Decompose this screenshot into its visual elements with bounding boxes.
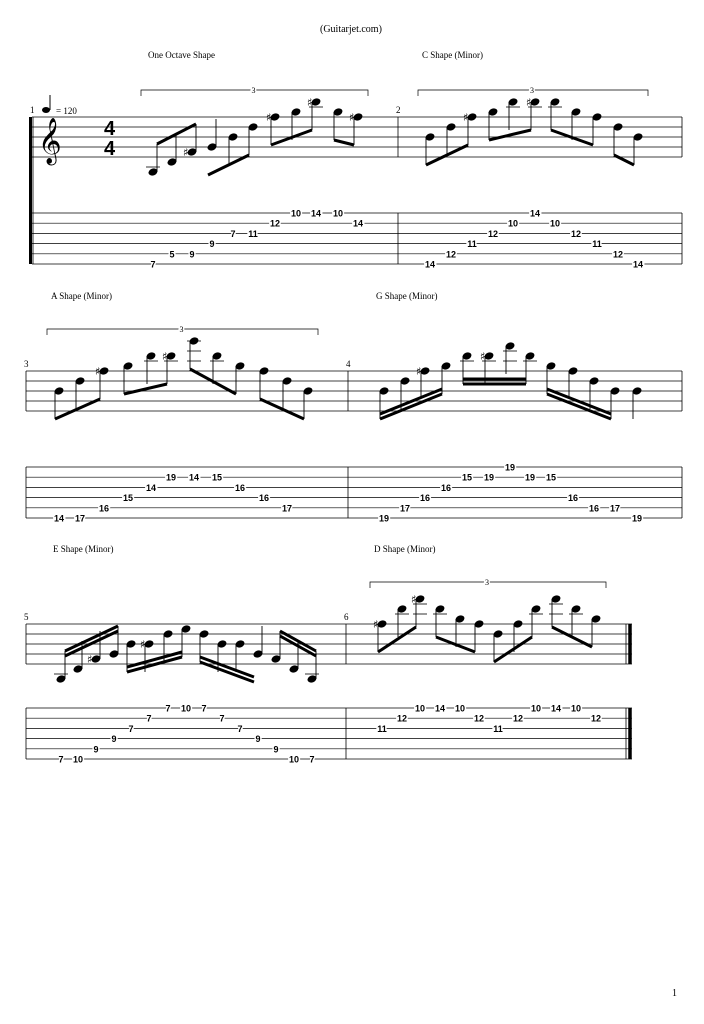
system-3 <box>26 582 632 759</box>
tab-fret-number: 9 <box>209 239 215 250</box>
tab-fret-number: 10 <box>288 754 300 765</box>
beam <box>271 130 312 145</box>
tab-fret-number: 16 <box>234 482 246 493</box>
section-label: C Shape (Minor) <box>422 50 483 60</box>
sharp-icon: ♯ <box>87 653 93 666</box>
tab-fret-number: 16 <box>588 503 600 514</box>
tab-fret-number: 7 <box>219 713 225 724</box>
tab-fret-number: 11 <box>493 723 503 734</box>
tab-fret-number: 7 <box>150 259 156 270</box>
tab-fret-number: 19 <box>483 472 495 483</box>
tab-fret-number: 10 <box>290 208 302 219</box>
measure-1 <box>141 90 368 177</box>
measure-number: 2 <box>396 105 401 115</box>
beam <box>200 662 254 682</box>
sharp-icon: ♯ <box>349 111 355 124</box>
beam <box>208 155 249 175</box>
system-2 <box>26 329 682 518</box>
tab-fret-number: 10 <box>72 754 84 765</box>
beam <box>55 399 100 419</box>
tab-fret-number: 7 <box>309 754 315 765</box>
tab-fret-number: 10 <box>507 218 519 229</box>
tab-fret-number: 10 <box>414 703 426 714</box>
tab-fret-number: 7 <box>230 228 236 239</box>
tab-fret-number: 14 <box>632 259 644 270</box>
beam <box>489 130 531 140</box>
sharp-icon: ♯ <box>307 96 313 109</box>
sharp-icon: ♯ <box>480 350 486 363</box>
tab-fret-number: 10 <box>180 703 192 714</box>
tab-fret-number: 12 <box>473 713 485 724</box>
measure-2 <box>418 90 648 165</box>
beam <box>334 140 354 145</box>
section-label: One Octave Shape <box>148 50 215 60</box>
tab-fret-number: 14 <box>550 703 562 714</box>
section-label: A Shape (Minor) <box>51 291 112 301</box>
measure-6 <box>370 582 606 662</box>
system-bracket <box>29 117 32 264</box>
triplet-number: 3 <box>179 325 184 334</box>
sharp-icon: ♯ <box>95 365 101 378</box>
tab-fret-number: 19 <box>378 513 390 524</box>
measure-number: 1 <box>30 105 35 115</box>
treble-clef-icon: 𝄞 <box>38 118 62 164</box>
tab-fret-number: 11 <box>248 228 258 239</box>
sharp-icon: ♯ <box>463 111 469 124</box>
beam <box>65 626 118 651</box>
tab-fret-number: 9 <box>189 249 195 260</box>
time-signature-bottom: 4 <box>104 138 116 160</box>
tab-fret-number: 14 <box>529 208 541 219</box>
tab-fret-number: 7 <box>201 703 207 714</box>
beam <box>614 155 634 165</box>
tab-fret-number: 16 <box>440 482 452 493</box>
tab-fret-number: 12 <box>570 228 582 239</box>
sharp-icon: ♯ <box>266 111 272 124</box>
tab-fret-number: 14 <box>145 482 157 493</box>
tab-fret-number: 9 <box>273 744 279 755</box>
beam <box>380 394 442 419</box>
tab-fret-number: 7 <box>165 703 171 714</box>
triplet-number: 3 <box>251 86 256 95</box>
measure-number: 5 <box>24 612 29 622</box>
beam <box>547 394 611 419</box>
beam <box>124 384 167 394</box>
beam <box>260 399 304 419</box>
measure-number: 3 <box>24 359 29 369</box>
tab-fret-number: 11 <box>467 239 477 250</box>
sharp-icon: ♯ <box>162 350 168 363</box>
tab-fret-number: 14 <box>53 513 65 524</box>
tab-fret-number: 12 <box>269 218 281 229</box>
beam <box>380 389 442 414</box>
page-number: 1 <box>672 988 677 999</box>
tab-fret-number: 14 <box>424 259 436 270</box>
sharp-icon: ♯ <box>140 638 146 651</box>
tab-fret-number: 7 <box>128 723 134 734</box>
system-1 <box>29 90 682 264</box>
section-label: G Shape (Minor) <box>376 291 438 301</box>
tab-fret-number: 12 <box>487 228 499 239</box>
sharp-icon: ♯ <box>411 593 417 606</box>
beam <box>547 389 611 414</box>
tab-fret-number: 10 <box>549 218 561 229</box>
tab-fret-number: 10 <box>332 208 344 219</box>
tab-fret-number: 17 <box>399 503 411 514</box>
tab-fret-number: 11 <box>377 723 387 734</box>
tab-fret-number: 10 <box>570 703 582 714</box>
tab-fret-number: 14 <box>434 703 446 714</box>
tab-fret-number: 12 <box>445 249 457 260</box>
beam <box>494 637 532 662</box>
measure-number: 6 <box>344 612 349 622</box>
tab-fret-number: 12 <box>612 249 624 260</box>
tab-fret-number: 17 <box>609 503 621 514</box>
tab-fret-number: 12 <box>512 713 524 724</box>
sharp-icon: ♯ <box>373 618 379 631</box>
tab-fret-number: 14 <box>310 208 322 219</box>
tab-fret-number: 16 <box>419 493 431 504</box>
sharp-icon: ♯ <box>526 96 532 109</box>
beam <box>200 657 254 677</box>
measure-4 <box>379 341 643 419</box>
time-signature-top: 4 <box>104 118 116 140</box>
source-credit: (Guitarjet.com) <box>320 24 382 35</box>
triplet-number: 3 <box>530 86 534 95</box>
sharp-icon: ♯ <box>416 365 422 378</box>
tab-fret-number: 15 <box>122 493 134 504</box>
section-label: E Shape (Minor) <box>53 544 114 554</box>
measure-3 <box>47 329 318 419</box>
tab-fret-number: 15 <box>211 472 223 483</box>
beam <box>436 637 475 652</box>
tab-fret-number: 16 <box>567 493 579 504</box>
sharp-icon: ♯ <box>183 146 189 159</box>
tab-fret-number: 12 <box>590 713 602 724</box>
tab-fret-number: 9 <box>111 734 117 745</box>
tab-fret-number: 19 <box>504 462 516 473</box>
tab-fret-number: 7 <box>237 723 243 734</box>
tab-fret-number: 16 <box>98 503 110 514</box>
triplet-number: 3 <box>485 578 489 587</box>
tab-fret-number: 15 <box>461 472 473 483</box>
measure-number: 4 <box>346 359 351 369</box>
section-label: D Shape (Minor) <box>374 544 436 554</box>
tab-fret-number: 17 <box>74 513 86 524</box>
tab-fret-number: 19 <box>524 472 536 483</box>
tab-fret-number: 9 <box>255 734 261 745</box>
tab-fret-number: 19 <box>631 513 643 524</box>
beam <box>378 627 416 652</box>
tempo-note-icon <box>42 107 50 113</box>
tab-fret-number: 16 <box>258 493 270 504</box>
tab-fret-number: 14 <box>188 472 200 483</box>
tab-fret-number: 7 <box>58 754 64 765</box>
tab-fret-number: 19 <box>165 472 177 483</box>
tab-fret-number: 17 <box>281 503 293 514</box>
tab-fret-number: 12 <box>396 713 408 724</box>
tab-fret-number: 11 <box>592 239 602 250</box>
tab-fret-number: 5 <box>169 249 175 260</box>
tab-fret-number: 10 <box>454 703 466 714</box>
tab-fret-number: 10 <box>530 703 542 714</box>
tab-fret-number: 7 <box>146 713 152 724</box>
tab-fret-number: 14 <box>352 218 364 229</box>
tab-fret-number: 9 <box>93 744 99 755</box>
tab-fret-number: 15 <box>545 472 557 483</box>
tempo-text: = 120 <box>56 106 77 116</box>
